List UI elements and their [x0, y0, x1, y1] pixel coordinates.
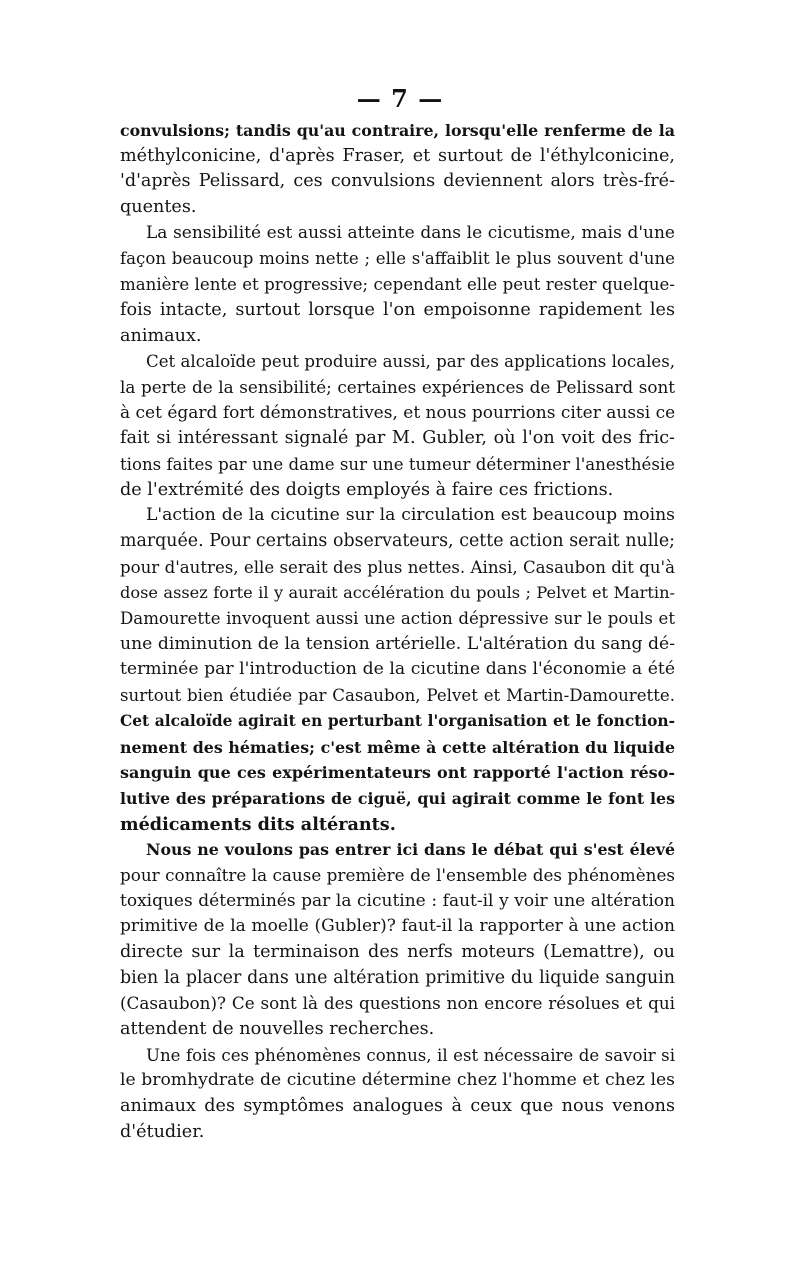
text-line: à cet égard fort démonstratives, et nous pourrions citer aussi ce — [120, 402, 676, 423]
text-line: directe sur la terminaison des nerfs moteurs (Lemattre), ou — [120, 942, 675, 962]
text-line: lutive des préparations de ciguë, qui agirait comme le font les — [120, 788, 675, 808]
text-line: méthylconicine, d'après Fraser, et surtout de l'éthylconicine, — [120, 145, 675, 166]
text-line: Damourette invoquent aussi une action dépressive sur le pouls et — [120, 609, 675, 629]
text-line: de l'extrémité des doigts employés à faire ces frictions. — [120, 479, 614, 500]
text-line: animaux. — [120, 325, 202, 346]
text-line: L'action de la cicutine sur la circulation est beaucoup moins — [146, 505, 675, 526]
text-line: médicaments dits altérants. — [120, 813, 396, 835]
text-line: bien la placer dans une altération primitive du liquide sanguin — [120, 967, 675, 988]
text-line: dose assez forte il y aurait accélération du pouls ; Pelvet et Martin- — [120, 583, 675, 603]
text-line: Une fois ces phénomènes connus, il est nécessaire de savoir si — [146, 1045, 675, 1065]
text-line: Cet alcaloïde peut produire aussi, par des applications locales, — [146, 352, 675, 372]
text-line: nement des hématies; c'est même à cette altération du liquide — [120, 737, 675, 757]
text-line: terminée par l'introduction de la cicutine dans l'économie a été — [120, 659, 675, 680]
text-line: (Casaubon)? Ce sont là des questions non encore résolues et qui — [120, 993, 675, 1014]
text-line: manière lente et progressive; cependant elle peut rester quelque- — [120, 275, 675, 295]
text-line: le bromhydrate de cicutine détermine chez l'homme et chez les — [120, 1070, 675, 1091]
page-number: — 7 — — [356, 84, 444, 113]
text-line: La sensibilité est aussi atteinte dans le cicutisme, mais d'une — [146, 222, 675, 243]
text-line: convulsions; tandis qu'au contraire, lorsqu'elle renferme de la — [120, 121, 675, 140]
text-line: Nous ne voulons pas entrer ici dans le débat qui s'est élevé — [146, 840, 675, 860]
text-line: pour d'autres, elle serait des plus nettes. Ainsi, Casaubon dit qu'à — [120, 557, 675, 577]
text-line: sanguin que ces expérimentateurs ont rapporté l'action réso- — [120, 763, 675, 783]
text-line: attendent de nouvelles recherches. — [120, 1019, 435, 1040]
text-line: 'd'après Pelissard, ces convulsions deviennent alors très-fré- — [120, 171, 675, 192]
text-line: marquée. Pour certains observateurs, cette action serait nulle; — [120, 531, 675, 551]
text-line: quentes. — [120, 197, 197, 218]
text-line: Cet alcaloïde agirait en perturbant l'organisation et le fonction- — [120, 711, 675, 730]
text-line: pour connaître la cause première de l'ensemble des phénomènes — [120, 864, 675, 885]
text-line: primitive de la moelle (Gubler)? faut-il la rapporter à une action — [120, 916, 675, 937]
text-line: d'étudier. — [120, 1121, 205, 1142]
text-line: surtout bien étudiée par Casaubon, Pelvet et Martin-Damourette. — [120, 686, 675, 706]
text-line: toxiques déterminés par la cicutine : faut-il y voir une altération — [120, 890, 675, 911]
text-line: fait si intéressant signalé par M. Gubler, où l'on voit des fric- — [120, 428, 675, 449]
text-line: une diminution de la tension artérielle. L'altération du sang dé- — [120, 633, 675, 654]
text-line: tions faites par une dame sur une tumeur déterminer l'anesthésie — [120, 454, 675, 474]
body-text — [120, 118, 675, 1146]
text-line: fois intacte, surtout lorsque l'on empoisonne rapidement les — [120, 299, 675, 320]
text-line: animaux des symptômes analogues à ceux que nous venons — [120, 1096, 675, 1117]
text-line: façon beaucoup moins nette ; elle s'affaiblit le plus souvent d'une — [120, 249, 675, 269]
text-line: la perte de la sensibilité; certaines expériences de Pelissard sont — [120, 376, 675, 397]
